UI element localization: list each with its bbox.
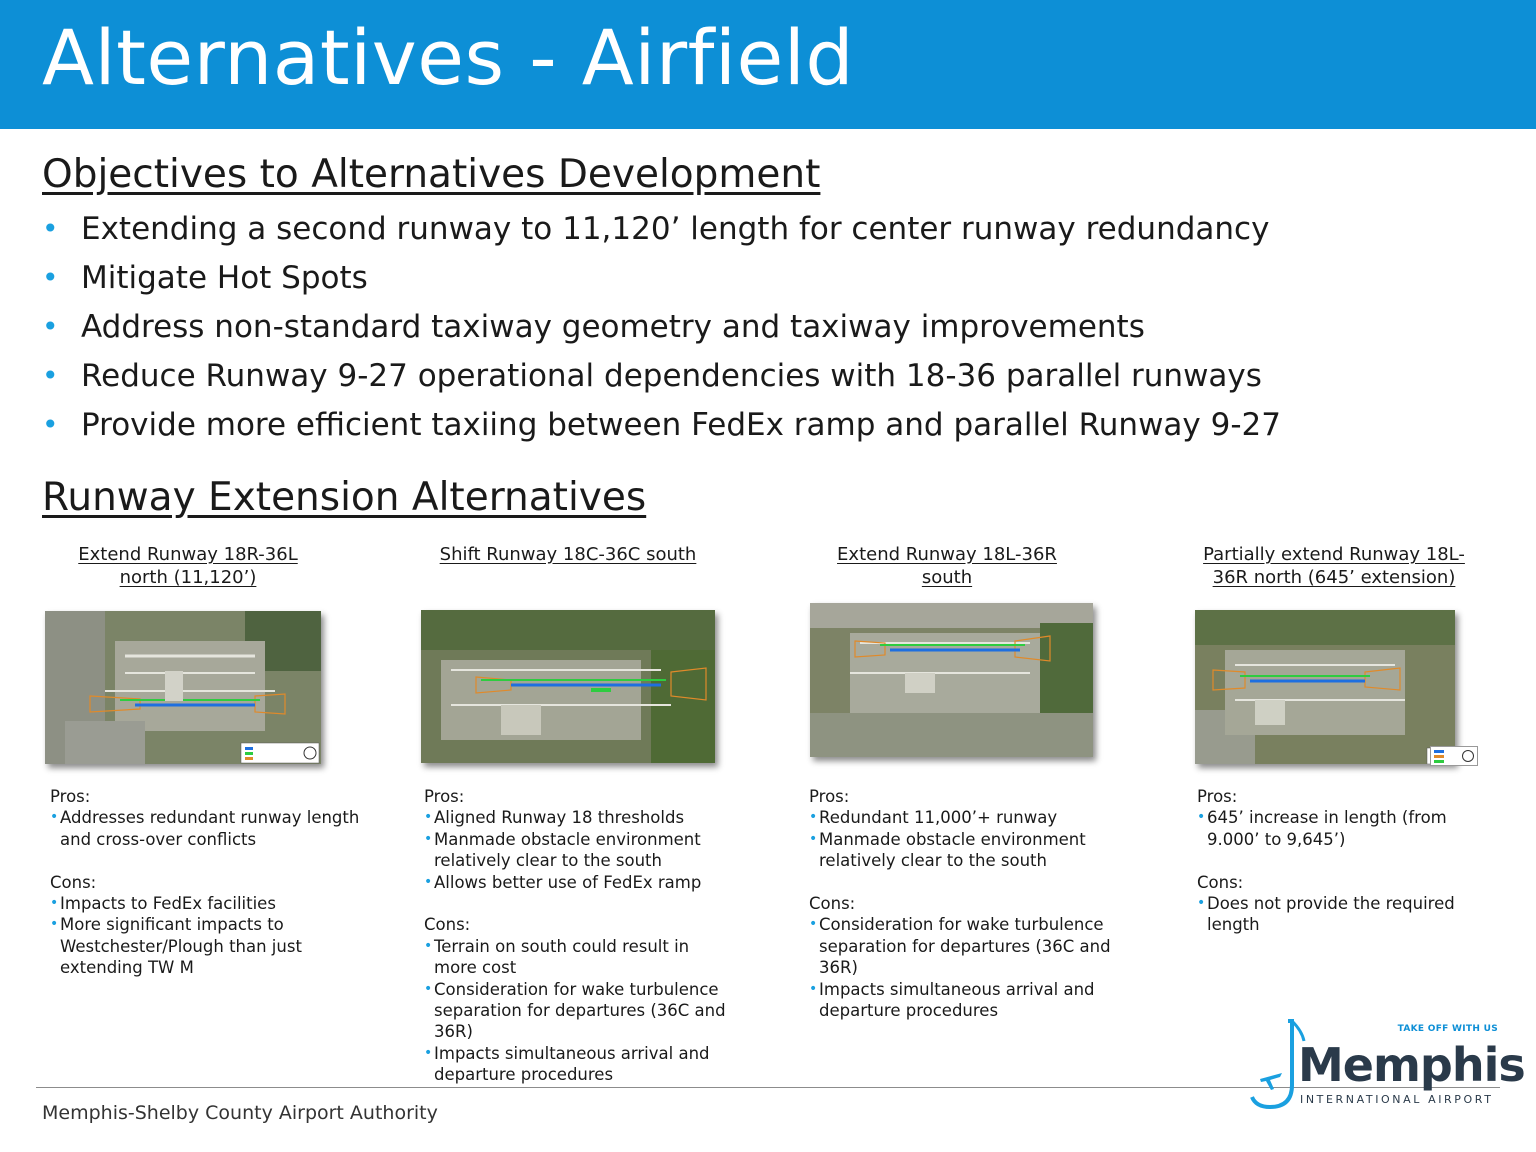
pros-item: • Addresses redundant runway length and cross-over conflicts bbox=[50, 807, 370, 850]
objective-item: • Extending a second runway to 11,120’ length for center runway redundancy bbox=[42, 205, 1502, 254]
objective-item: • Address non-standard taxiway geometry and taxiway improvements bbox=[42, 303, 1502, 352]
cons-label: Cons: bbox=[424, 915, 471, 935]
pros-list bbox=[424, 807, 734, 893]
alternative-title-3: Extend Runway 18L-36R south bbox=[837, 544, 1057, 588]
pros-label: Pros: bbox=[50, 787, 91, 806]
alternative-4-details bbox=[1197, 786, 1487, 936]
bullet: • bbox=[42, 261, 59, 294]
cons-item: • Consideration for wake turbulence separation for departures (36C and 36R) bbox=[424, 979, 734, 1043]
pros-label: Pros: bbox=[1197, 787, 1238, 806]
bullet: • bbox=[42, 359, 59, 392]
pros-list bbox=[809, 807, 1119, 871]
title-bar bbox=[0, 0, 1536, 129]
objective-item: • Mitigate Hot Spots bbox=[42, 254, 1502, 303]
alternative-3-details bbox=[809, 786, 1119, 1021]
logo-subtitle: INTERNATIONAL AIRPORT bbox=[1300, 1093, 1494, 1106]
objective-item: • Reduce Runway 9-27 operational dependencies with 18-36 parallel runways bbox=[42, 352, 1502, 401]
footer-organization: Memphis-Shelby County Airport Authority bbox=[42, 1102, 438, 1124]
compass-icon bbox=[1462, 750, 1474, 762]
cons-item: • Impacts to FedEx facilities bbox=[50, 893, 370, 914]
alternative-title-1: Extend Runway 18R-36L north (11,120’) bbox=[78, 544, 298, 588]
pros-label: Pros: bbox=[809, 787, 850, 806]
plane-icon bbox=[1256, 1063, 1286, 1093]
cons-item: • Consideration for wake turbulence separation for departures (36C and 36R) bbox=[809, 914, 1119, 978]
cons-item: • Impacts simultaneous arrival and departure procedures bbox=[424, 1043, 734, 1086]
pros-item: • 645’ increase in length (from 9.000’ to 9,645’) bbox=[1197, 807, 1487, 850]
cons-list bbox=[424, 936, 734, 1086]
cons-label: Cons: bbox=[1197, 872, 1244, 892]
alternative-2-details bbox=[424, 786, 734, 1086]
cons-label: Cons: bbox=[809, 894, 856, 914]
aerial-map-1 bbox=[45, 611, 321, 764]
bullet: • bbox=[42, 408, 59, 441]
aerial-map-3 bbox=[810, 603, 1093, 757]
extension-heading: Runway Extension Alternatives bbox=[42, 475, 647, 520]
pros-item: • Allows better use of FedEx ramp bbox=[424, 872, 734, 893]
alternative-title-2: Shift Runway 18C-36C south bbox=[439, 544, 697, 565]
objective-item: • Provide more efficient taxiing between FedEx ramp and parallel Runway 9-27 bbox=[42, 401, 1502, 450]
alternative-title-4: Partially extend Runway 18L- 36R north (645’ extension) bbox=[1203, 544, 1465, 588]
pros-item: • Manmade obstacle environment relatively clear to the south bbox=[809, 829, 1119, 872]
cons-list bbox=[809, 914, 1119, 1021]
aerial-map-2 bbox=[421, 610, 715, 763]
objectives-heading: Objectives to Alternatives Development bbox=[42, 152, 821, 197]
cons-label: Cons: bbox=[50, 872, 97, 892]
pros-label: Pros: bbox=[424, 787, 465, 806]
bullet: • bbox=[42, 310, 59, 343]
pros-item: • Redundant 11,000’+ runway bbox=[809, 807, 1119, 828]
alternative-1-details bbox=[50, 786, 370, 979]
cons-item: • Terrain on south could result in more cost bbox=[424, 936, 734, 979]
pros-list bbox=[50, 807, 370, 850]
page-title: Alternatives - Airfield bbox=[42, 13, 855, 102]
cons-list bbox=[1197, 893, 1487, 936]
pros-list bbox=[1197, 807, 1487, 850]
objectives-list bbox=[42, 205, 1502, 450]
cons-item: • More significant impacts to Westchester/Plough than just extending TW M bbox=[50, 914, 370, 978]
map-4-legend bbox=[1430, 746, 1478, 766]
cons-item: • Does not provide the required length bbox=[1197, 893, 1487, 936]
pros-item: • Aligned Runway 18 thresholds bbox=[424, 807, 734, 828]
logo-wordmark: Memphis bbox=[1298, 1038, 1525, 1092]
cons-list bbox=[50, 893, 370, 979]
bullet: • bbox=[42, 212, 59, 245]
aerial-map-4 bbox=[1195, 610, 1455, 764]
memphis-airport-logo bbox=[1248, 1015, 1525, 1115]
logo-tagline: TAKE OFF WITH US bbox=[1397, 1024, 1498, 1034]
pros-item: • Manmade obstacle environment relatively clear to the south bbox=[424, 829, 734, 872]
cons-item: • Impacts simultaneous arrival and departure procedures bbox=[809, 979, 1119, 1022]
